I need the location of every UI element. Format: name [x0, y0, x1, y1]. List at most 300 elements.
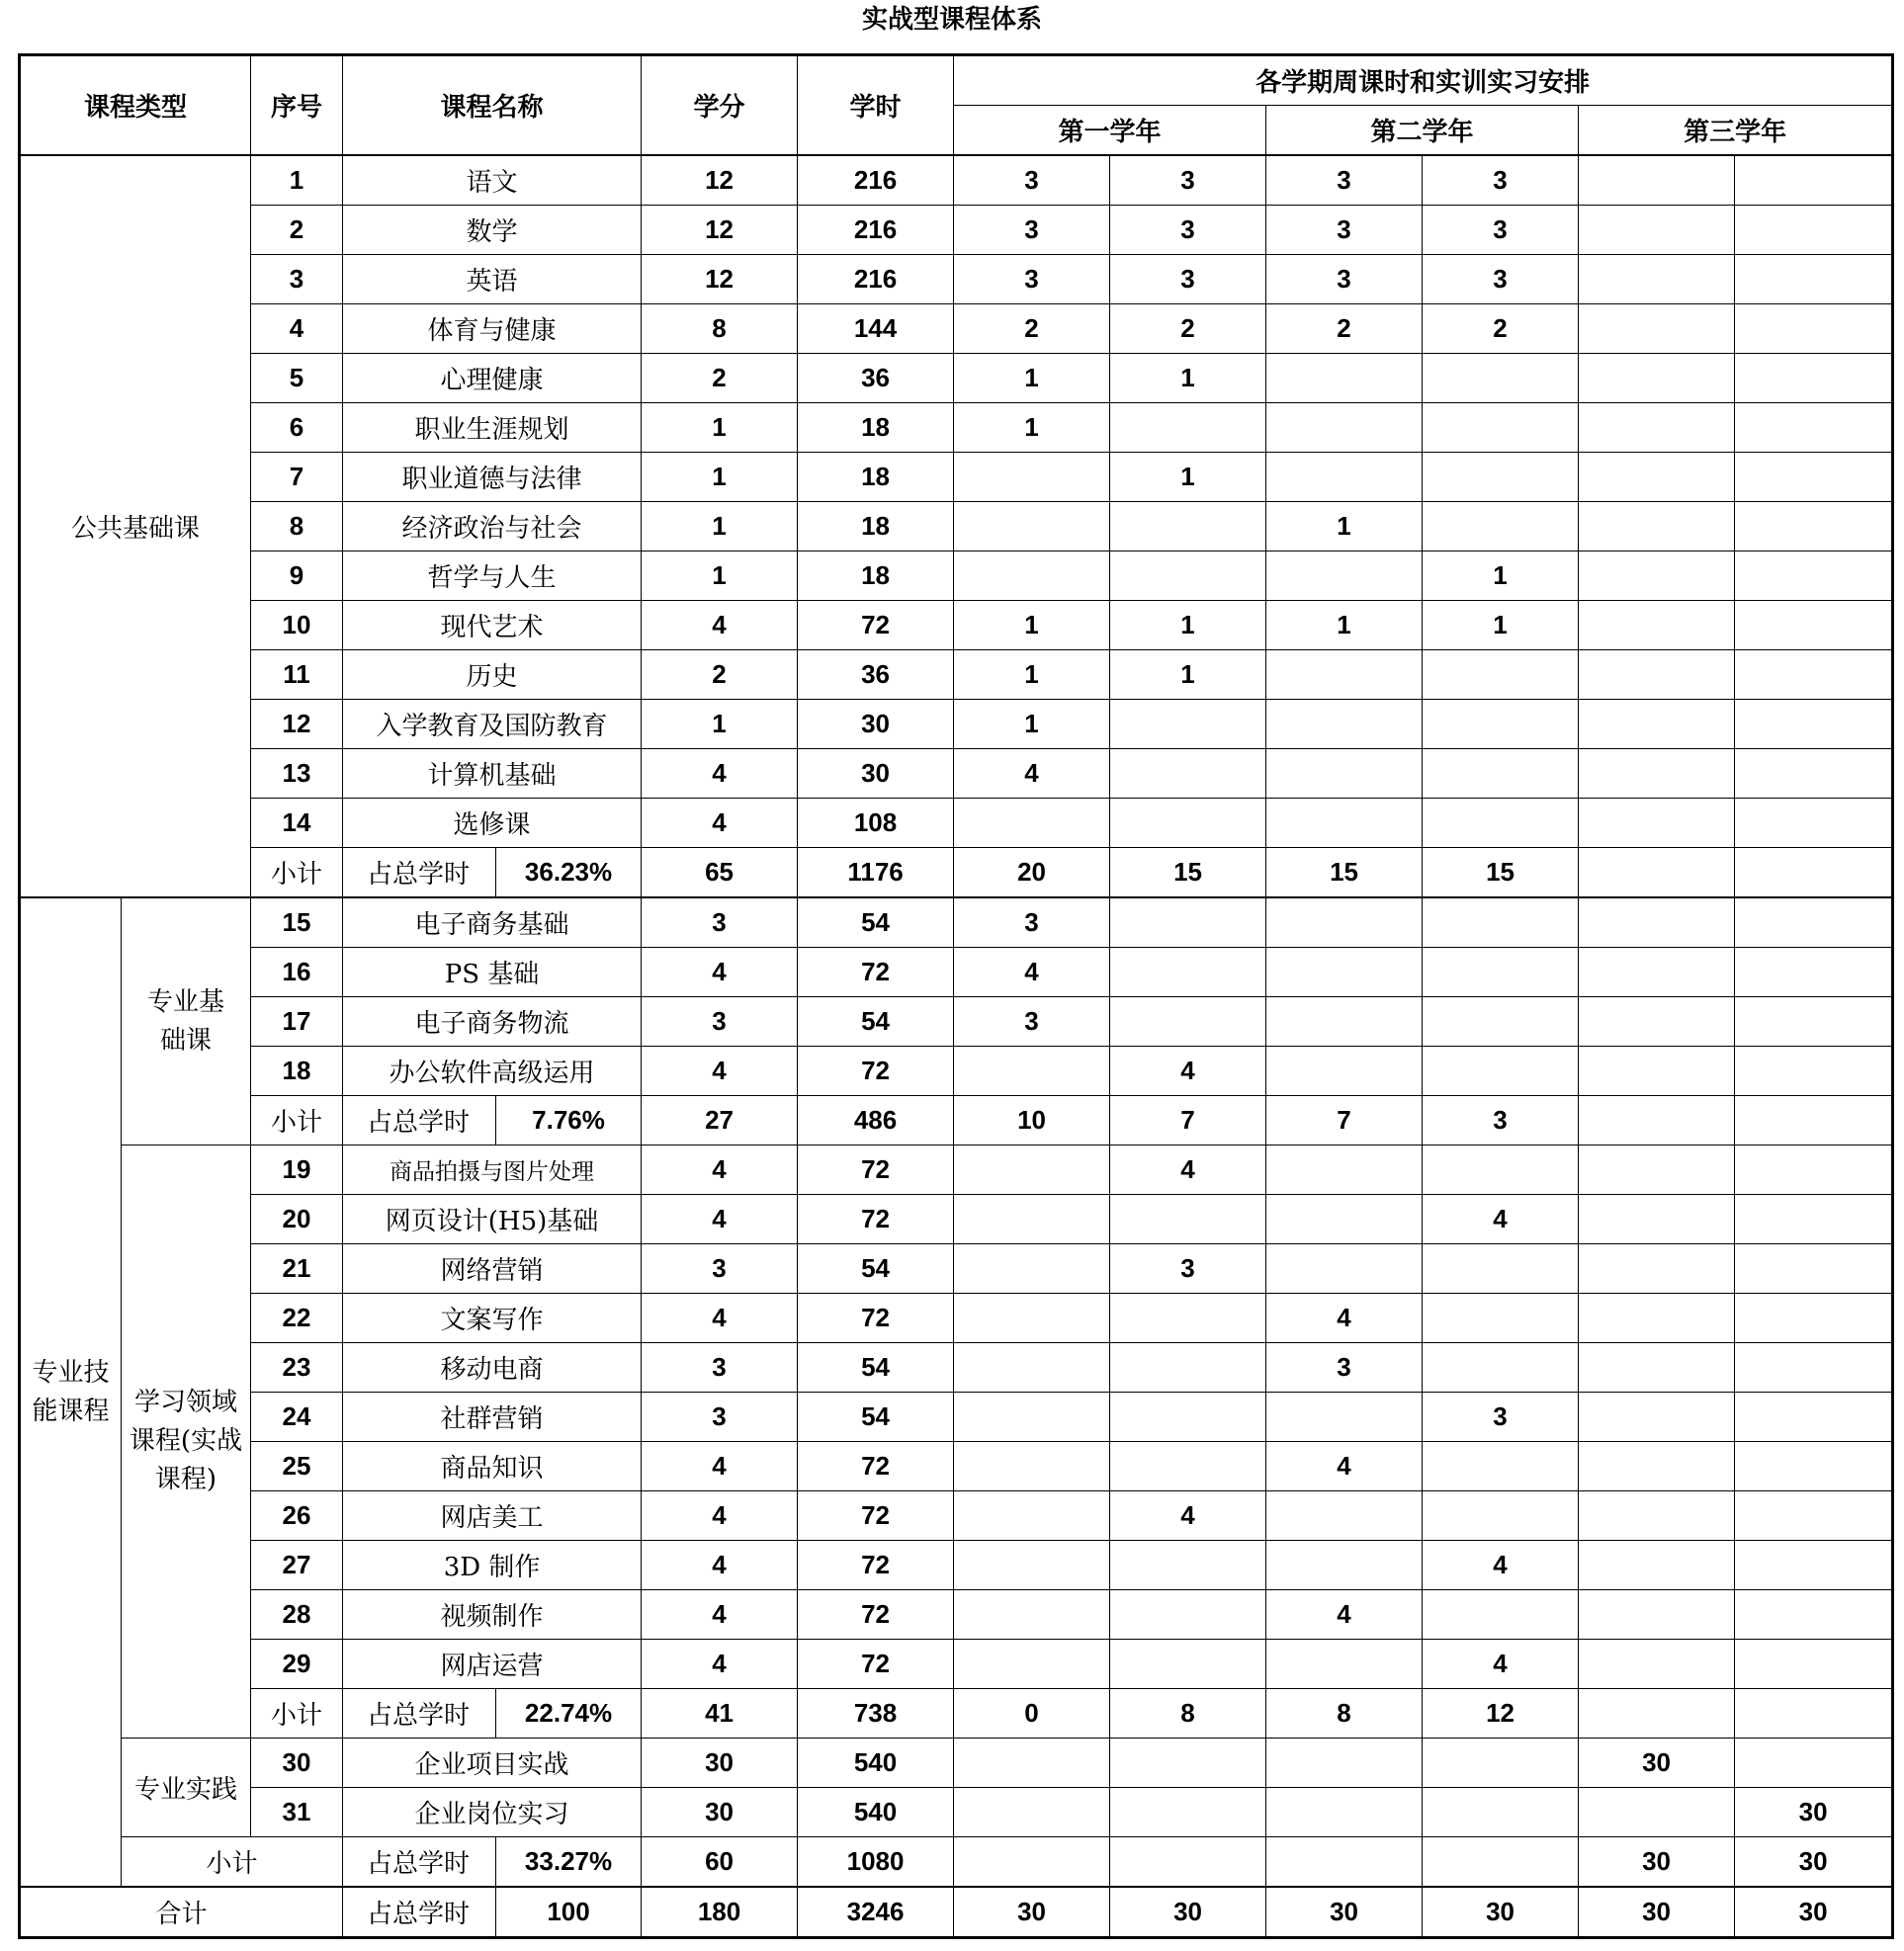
subtotal-semester-5	[1579, 848, 1735, 898]
course-name: 语文	[343, 155, 642, 206]
course-no: 7	[251, 453, 343, 502]
course-no: 25	[251, 1442, 343, 1491]
semester-hours-2	[1110, 897, 1266, 948]
semester-hours-6	[1735, 1590, 1893, 1640]
ratio-value: 33.27%	[496, 1837, 642, 1888]
semester-hours-1	[954, 1739, 1110, 1788]
semester-hours-2: 2	[1110, 304, 1266, 354]
course-name: 商品拍摄与图片处理	[343, 1145, 642, 1195]
ratio-value: 22.74%	[496, 1689, 642, 1739]
semester-hours-2	[1110, 1739, 1266, 1788]
table-row	[20, 1393, 1893, 1442]
table-row	[20, 700, 1893, 749]
course-name: 社群营销	[343, 1393, 642, 1442]
table-row	[20, 749, 1893, 799]
course-hours: 18	[798, 453, 954, 502]
semester-hours-3	[1266, 403, 1423, 453]
subtotal-row	[20, 848, 1893, 898]
semester-hours-6	[1735, 1244, 1893, 1294]
semester-hours-3	[1266, 1145, 1423, 1195]
course-hours: 540	[798, 1739, 954, 1788]
course-name: 商品知识	[343, 1442, 642, 1491]
semester-hours-5	[1579, 255, 1735, 304]
semester-hours-3	[1266, 453, 1423, 502]
semester-hours-2	[1110, 1294, 1266, 1343]
course-hours: 540	[798, 1788, 954, 1837]
table-row	[20, 1145, 1893, 1195]
table-row	[20, 1244, 1893, 1294]
course-name: 网络营销	[343, 1244, 642, 1294]
course-credit: 12	[642, 206, 798, 255]
table-row	[20, 1590, 1893, 1640]
course-name: PS 基础	[343, 948, 642, 997]
course-name: 企业岗位实习	[343, 1788, 642, 1837]
course-credit: 3	[642, 897, 798, 948]
course-hours: 72	[798, 1590, 954, 1640]
semester-hours-4	[1423, 1491, 1579, 1541]
semester-hours-1	[954, 799, 1110, 848]
semester-hours-6	[1735, 155, 1893, 206]
course-name: 心理健康	[343, 354, 642, 403]
course-credit: 4	[642, 948, 798, 997]
course-hours: 18	[798, 403, 954, 453]
course-hours: 216	[798, 255, 954, 304]
subtotal-semester-4	[1423, 1837, 1579, 1888]
semester-hours-1: 3	[954, 997, 1110, 1047]
course-hours: 36	[798, 354, 954, 403]
semester-hours-2	[1110, 1788, 1266, 1837]
course-name: 英语	[343, 255, 642, 304]
semester-hours-2	[1110, 948, 1266, 997]
course-hours: 54	[798, 1244, 954, 1294]
table-row	[20, 155, 1893, 206]
semester-hours-4	[1423, 1294, 1579, 1343]
course-hours: 30	[798, 749, 954, 799]
course-credit: 1	[642, 502, 798, 551]
semester-hours-5	[1579, 1343, 1735, 1393]
semester-hours-2	[1110, 1590, 1266, 1640]
semester-hours-3	[1266, 551, 1423, 601]
semester-hours-1	[954, 1393, 1110, 1442]
table-row	[20, 551, 1893, 601]
semester-hours-5	[1579, 354, 1735, 403]
semester-hours-3	[1266, 1047, 1423, 1096]
semester-hours-3	[1266, 897, 1423, 948]
semester-hours-2: 3	[1110, 255, 1266, 304]
semester-hours-4	[1423, 1145, 1579, 1195]
subtotal-semester-4: 3	[1423, 1096, 1579, 1145]
subtotal-semester-3: 30	[1266, 1887, 1423, 1938]
subtotal-semester-6: 30	[1735, 1837, 1893, 1888]
subtotal-semester-1: 30	[954, 1887, 1110, 1938]
semester-hours-6	[1735, 799, 1893, 848]
table-row	[20, 799, 1893, 848]
course-credit: 4	[642, 749, 798, 799]
course-no: 4	[251, 304, 343, 354]
semester-hours-5	[1579, 1590, 1735, 1640]
semester-hours-1	[954, 1145, 1110, 1195]
course-hours: 54	[798, 1393, 954, 1442]
course-hours: 108	[798, 799, 954, 848]
semester-hours-4	[1423, 1788, 1579, 1837]
semester-hours-6	[1735, 948, 1893, 997]
table-row	[20, 1640, 1893, 1689]
course-credit: 4	[642, 1491, 798, 1541]
course-credit: 3	[642, 1244, 798, 1294]
semester-hours-4: 4	[1423, 1640, 1579, 1689]
semester-hours-1: 3	[954, 255, 1110, 304]
subtotal-credit: 60	[642, 1837, 798, 1888]
semester-hours-5	[1579, 1788, 1735, 1837]
semester-hours-3: 1	[1266, 502, 1423, 551]
semester-hours-2	[1110, 799, 1266, 848]
semester-hours-1: 1	[954, 700, 1110, 749]
course-credit: 2	[642, 354, 798, 403]
semester-hours-3	[1266, 948, 1423, 997]
semester-hours-5	[1579, 1393, 1735, 1442]
course-hours: 72	[798, 1491, 954, 1541]
semester-hours-5	[1579, 304, 1735, 354]
semester-hours-2	[1110, 749, 1266, 799]
semester-hours-5	[1579, 1491, 1735, 1541]
semester-hours-4	[1423, 1047, 1579, 1096]
semester-hours-5	[1579, 453, 1735, 502]
semester-hours-2: 3	[1110, 155, 1266, 206]
course-hours: 72	[798, 1294, 954, 1343]
semester-hours-4	[1423, 948, 1579, 997]
subtotal-semester-2: 7	[1110, 1096, 1266, 1145]
semester-hours-3	[1266, 1393, 1423, 1442]
semester-hours-5	[1579, 1442, 1735, 1491]
course-no: 6	[251, 403, 343, 453]
table-row	[20, 948, 1893, 997]
course-no: 23	[251, 1343, 343, 1393]
course-no: 27	[251, 1541, 343, 1590]
table-row	[20, 1541, 1893, 1590]
course-credit: 1	[642, 700, 798, 749]
course-name: 历史	[343, 650, 642, 700]
semester-hours-6	[1735, 1541, 1893, 1590]
semester-hours-3	[1266, 700, 1423, 749]
ratio-label: 占总学时	[343, 1689, 496, 1739]
course-hours: 72	[798, 1442, 954, 1491]
group-skills: 专业技能课程	[20, 897, 122, 1887]
semester-hours-2: 4	[1110, 1491, 1266, 1541]
course-no: 5	[251, 354, 343, 403]
semester-hours-6: 30	[1735, 1788, 1893, 1837]
header-course-name: 课程名称	[343, 55, 642, 156]
semester-hours-6	[1735, 304, 1893, 354]
semester-hours-2	[1110, 403, 1266, 453]
curriculum-table	[18, 53, 1894, 1939]
semester-hours-3	[1266, 749, 1423, 799]
semester-hours-1	[954, 1343, 1110, 1393]
subtotal-credit: 180	[642, 1887, 798, 1938]
course-name: 职业生涯规划	[343, 403, 642, 453]
semester-hours-5	[1579, 1541, 1735, 1590]
semester-hours-5	[1579, 502, 1735, 551]
semester-hours-2: 1	[1110, 354, 1266, 403]
semester-hours-3	[1266, 1541, 1423, 1590]
group-practice: 专业实践	[122, 1739, 251, 1837]
semester-hours-3	[1266, 1739, 1423, 1788]
subtotal-semester-4: 15	[1423, 848, 1579, 898]
ratio-value: 36.23%	[496, 848, 642, 898]
subtotal-hours: 1176	[798, 848, 954, 898]
semester-hours-4	[1423, 453, 1579, 502]
semester-hours-4	[1423, 1343, 1579, 1393]
course-no: 17	[251, 997, 343, 1047]
semester-hours-4	[1423, 700, 1579, 749]
course-credit: 1	[642, 403, 798, 453]
subtotal-semester-6	[1735, 1689, 1893, 1739]
course-credit: 1	[642, 453, 798, 502]
course-name: 入学教育及国防教育	[343, 700, 642, 749]
semester-hours-1: 1	[954, 403, 1110, 453]
semester-hours-6	[1735, 1047, 1893, 1096]
course-credit: 4	[642, 1541, 798, 1590]
table-row	[20, 502, 1893, 551]
course-credit: 4	[642, 1442, 798, 1491]
semester-hours-1: 2	[954, 304, 1110, 354]
semester-hours-1: 3	[954, 897, 1110, 948]
subtotal-hours: 3246	[798, 1887, 954, 1938]
course-no: 15	[251, 897, 343, 948]
table-row	[20, 1343, 1893, 1393]
course-no: 10	[251, 601, 343, 650]
course-credit: 4	[642, 1195, 798, 1244]
course-hours: 54	[798, 897, 954, 948]
semester-hours-1	[954, 1294, 1110, 1343]
semester-hours-5	[1579, 206, 1735, 255]
semester-hours-1	[954, 453, 1110, 502]
subtotal-semester-4: 12	[1423, 1689, 1579, 1739]
course-hours: 30	[798, 700, 954, 749]
course-name: 视频制作	[343, 1590, 642, 1640]
table-row	[20, 1195, 1893, 1244]
semester-hours-3: 3	[1266, 255, 1423, 304]
total-label: 合计	[20, 1887, 343, 1938]
course-credit: 8	[642, 304, 798, 354]
semester-hours-5	[1579, 601, 1735, 650]
subtotal-row	[20, 1096, 1893, 1145]
semester-hours-1	[954, 1640, 1110, 1689]
subtotal-hours: 1080	[798, 1837, 954, 1888]
course-credit: 4	[642, 1590, 798, 1640]
table-row	[20, 1047, 1893, 1096]
subtotal-semester-3: 15	[1266, 848, 1423, 898]
course-hours: 54	[798, 1343, 954, 1393]
course-no: 1	[251, 155, 343, 206]
course-no: 11	[251, 650, 343, 700]
semester-hours-6	[1735, 601, 1893, 650]
table-row	[20, 1788, 1893, 1837]
semester-hours-1	[954, 1244, 1110, 1294]
semester-hours-6	[1735, 453, 1893, 502]
subtotal-semester-6: 30	[1735, 1887, 1893, 1938]
table-row	[20, 1491, 1893, 1541]
semester-hours-4	[1423, 650, 1579, 700]
course-credit: 2	[642, 650, 798, 700]
semester-hours-4	[1423, 749, 1579, 799]
course-no: 20	[251, 1195, 343, 1244]
subtotal-semester-4: 30	[1423, 1887, 1579, 1938]
course-credit: 3	[642, 1343, 798, 1393]
semester-hours-1	[954, 1590, 1110, 1640]
semester-hours-1	[954, 1442, 1110, 1491]
semester-hours-2: 4	[1110, 1145, 1266, 1195]
semester-hours-2	[1110, 1343, 1266, 1393]
course-no: 12	[251, 700, 343, 749]
semester-hours-4	[1423, 1244, 1579, 1294]
semester-hours-1	[954, 502, 1110, 551]
semester-hours-6	[1735, 206, 1893, 255]
semester-hours-5	[1579, 1195, 1735, 1244]
semester-hours-5	[1579, 1640, 1735, 1689]
course-no: 2	[251, 206, 343, 255]
semester-hours-3: 3	[1266, 206, 1423, 255]
course-no: 28	[251, 1590, 343, 1640]
course-no: 18	[251, 1047, 343, 1096]
group-basic: 专业基础课	[122, 897, 251, 1145]
table-row	[20, 255, 1893, 304]
semester-hours-3	[1266, 1640, 1423, 1689]
semester-hours-4	[1423, 799, 1579, 848]
semester-hours-3: 4	[1266, 1590, 1423, 1640]
semester-hours-5: 30	[1579, 1739, 1735, 1788]
subtotal-semester-1: 0	[954, 1689, 1110, 1739]
semester-hours-6	[1735, 700, 1893, 749]
semester-hours-3	[1266, 650, 1423, 700]
semester-hours-5	[1579, 700, 1735, 749]
semester-hours-4: 3	[1423, 206, 1579, 255]
header-year-2: 第二学年	[1266, 106, 1579, 156]
semester-hours-4	[1423, 1442, 1579, 1491]
semester-hours-5	[1579, 948, 1735, 997]
semester-hours-6	[1735, 1640, 1893, 1689]
semester-hours-5	[1579, 1294, 1735, 1343]
subtotal-label: 小计	[122, 1837, 343, 1888]
course-no: 9	[251, 551, 343, 601]
ratio-value: 7.76%	[496, 1096, 642, 1145]
header-credit: 学分	[642, 55, 798, 156]
subtotal-semester-3	[1266, 1837, 1423, 1888]
semester-hours-1	[954, 1047, 1110, 1096]
course-hours: 216	[798, 206, 954, 255]
semester-hours-2	[1110, 1541, 1266, 1590]
course-no: 21	[251, 1244, 343, 1294]
semester-hours-3: 1	[1266, 601, 1423, 650]
ratio-label: 占总学时	[343, 1096, 496, 1145]
table-row	[20, 304, 1893, 354]
semester-hours-6	[1735, 403, 1893, 453]
semester-hours-6	[1735, 255, 1893, 304]
semester-hours-3	[1266, 354, 1423, 403]
table-row	[20, 453, 1893, 502]
semester-hours-5	[1579, 749, 1735, 799]
semester-hours-3: 2	[1266, 304, 1423, 354]
semester-hours-4: 4	[1423, 1195, 1579, 1244]
semester-hours-3	[1266, 1788, 1423, 1837]
semester-hours-2	[1110, 502, 1266, 551]
page-title: 实战型课程体系	[861, 5, 1042, 35]
semester-hours-1: 3	[954, 155, 1110, 206]
table-row	[20, 997, 1893, 1047]
course-hours: 54	[798, 997, 954, 1047]
semester-hours-6	[1735, 1491, 1893, 1541]
course-hours: 72	[798, 1047, 954, 1096]
semester-hours-6	[1735, 1739, 1893, 1788]
semester-hours-1: 1	[954, 650, 1110, 700]
semester-hours-4: 4	[1423, 1541, 1579, 1590]
course-credit: 12	[642, 255, 798, 304]
semester-hours-6	[1735, 650, 1893, 700]
semester-hours-3: 4	[1266, 1294, 1423, 1343]
subtotal-row	[20, 1689, 1893, 1739]
course-no: 22	[251, 1294, 343, 1343]
ratio-label: 占总学时	[343, 848, 496, 898]
course-hours: 72	[798, 1541, 954, 1590]
semester-hours-2	[1110, 1195, 1266, 1244]
course-hours: 72	[798, 601, 954, 650]
semester-hours-4	[1423, 403, 1579, 453]
course-hours: 144	[798, 304, 954, 354]
semester-hours-4: 1	[1423, 551, 1579, 601]
semester-hours-6	[1735, 1393, 1893, 1442]
course-name: 文案写作	[343, 1294, 642, 1343]
total-row	[20, 1887, 1893, 1938]
semester-hours-4: 3	[1423, 155, 1579, 206]
semester-hours-5	[1579, 551, 1735, 601]
table-row	[20, 1294, 1893, 1343]
semester-hours-3	[1266, 1244, 1423, 1294]
semester-hours-5	[1579, 1244, 1735, 1294]
semester-hours-2	[1110, 1640, 1266, 1689]
course-credit: 4	[642, 799, 798, 848]
semester-hours-2: 1	[1110, 453, 1266, 502]
course-credit: 3	[642, 1393, 798, 1442]
semester-hours-4	[1423, 1739, 1579, 1788]
subtotal-semester-1	[954, 1837, 1110, 1888]
subtotal-hours: 486	[798, 1096, 954, 1145]
semester-hours-1	[954, 1195, 1110, 1244]
subtotal-label: 小计	[251, 848, 343, 898]
semester-hours-2	[1110, 1393, 1266, 1442]
semester-hours-5	[1579, 799, 1735, 848]
semester-hours-1	[954, 551, 1110, 601]
course-name: 经济政治与社会	[343, 502, 642, 551]
course-name: 网页设计(H5)基础	[343, 1195, 642, 1244]
course-name: 移动电商	[343, 1343, 642, 1393]
semester-hours-6	[1735, 1294, 1893, 1343]
semester-hours-4: 1	[1423, 601, 1579, 650]
semester-hours-3	[1266, 997, 1423, 1047]
semester-hours-1	[954, 1541, 1110, 1590]
semester-hours-2: 1	[1110, 601, 1266, 650]
course-no: 29	[251, 1640, 343, 1689]
subtotal-semester-3: 8	[1266, 1689, 1423, 1739]
course-name: 计算机基础	[343, 749, 642, 799]
course-no: 19	[251, 1145, 343, 1195]
semester-hours-6	[1735, 1195, 1893, 1244]
course-credit: 30	[642, 1739, 798, 1788]
course-name: 职业道德与法律	[343, 453, 642, 502]
course-name: 网店美工	[343, 1491, 642, 1541]
subtotal-semester-2: 8	[1110, 1689, 1266, 1739]
semester-hours-2	[1110, 551, 1266, 601]
header-hours: 学时	[798, 55, 954, 156]
semester-hours-5	[1579, 1145, 1735, 1195]
